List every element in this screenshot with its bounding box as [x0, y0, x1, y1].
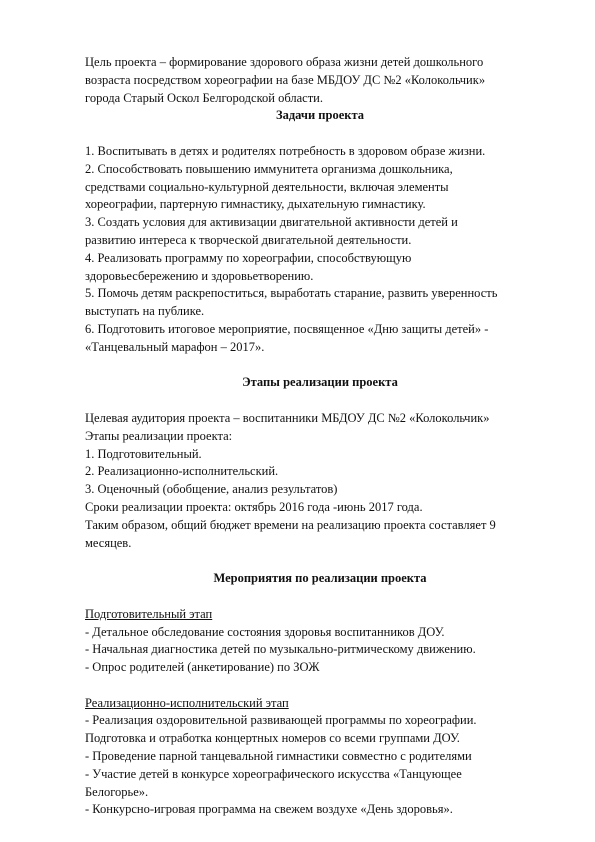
prep-stage-line: - Детальное обследование состояния здоровья воспитанников ДОУ.	[85, 624, 445, 639]
impl-stage-line: - Проведение парной танцевальной гимнастики совместно с родителями	[85, 749, 472, 764]
stages-list	[85, 410, 555, 552]
tasks-list	[85, 143, 555, 357]
prep-stage-section	[85, 606, 555, 677]
stage-line: Таким образом, общий бюджет времени на реализацию проекта составляет 9	[85, 517, 496, 532]
impl-stage-section	[85, 695, 555, 820]
impl-stage-line: - Реализация оздоровительной развивающей программы по хореографии.	[85, 713, 477, 728]
prep-stage-title: Подготовительный этап	[85, 606, 213, 621]
goal-line: возраста посредством хореографии на базе МБДОУ ДС №2 «Колокольчик»	[85, 72, 486, 87]
impl-stage-line: - Участие детей в конкурсе хореографического искусства «Танцующее	[85, 766, 462, 781]
prep-stage-line: - Опрос родителей (анкетирование) по ЗОЖ	[85, 660, 320, 675]
impl-stage-line: Белогорье».	[85, 784, 149, 799]
impl-stage-line: Подготовка и отработка концертных номеров со всеми группами ДОУ.	[85, 731, 460, 746]
stage-line: Сроки реализации проекта: октябрь 2016 года -июнь 2017 года.	[85, 499, 423, 514]
stage-line: 2. Реализационно-исполнительский.	[85, 464, 279, 479]
task-line: 4. Реализовать программу по хореографии, способствующую	[85, 250, 412, 265]
task-line: 5. Помочь детям раскрепоститься, выработать старание, развить уверенность	[85, 286, 498, 301]
task-line: здоровьесбережению и здоровьетворению.	[85, 268, 314, 283]
impl-stage-title: Реализационно-исполнительский этап	[85, 695, 289, 710]
task-line: 6. Подготовить итоговое мероприятие, посвященное «Дню защиты детей» -	[85, 321, 489, 336]
impl-stage-line: - Конкурсно-игровая программа на свежем воздухе «День здоровья».	[85, 802, 453, 817]
task-line: 2. Способствовать повышению иммунитета организма дошкольника,	[85, 161, 453, 176]
stage-line: Этапы реализации проекта:	[85, 428, 233, 443]
task-line: хореографии, партерную гимнастику, дыхательную гимнастику.	[85, 197, 426, 212]
tasks-heading: Задачи проекта	[276, 108, 364, 123]
task-line: развитию интереса к творческой двигательной деятельности.	[85, 232, 412, 247]
stage-line: месяцев.	[85, 535, 132, 550]
stage-line: 3. Оценочный (обобщение, анализ результатов)	[85, 482, 338, 497]
task-line: выступать на публике.	[85, 304, 205, 319]
task-line: 3. Создать условия для активизации двигательной активности детей и	[85, 215, 458, 230]
stage-line: Целевая аудитория проекта – воспитанники МБДОУ ДС №2 «Колокольчик»	[85, 410, 490, 425]
stages-heading: Этапы реализации проекта	[242, 375, 398, 390]
task-line: 1. Воспитывать в детях и родителях потребность в здоровом образе жизни.	[85, 143, 486, 158]
goal-line: Цель проекта – формирование здорового образа жизни детей дошкольного	[85, 55, 484, 69]
stage-line: 1. Подготовительный.	[85, 446, 202, 461]
prep-stage-line: - Начальная диагностика детей по музыкально-ритмическому движению.	[85, 642, 476, 657]
task-line: средствами социально-культурной деятельности, включая элементы	[85, 179, 449, 194]
document-body	[85, 54, 555, 819]
goal-line: города Старый Оскол Белгородской области.	[85, 90, 323, 105]
task-line: «Танцевальный марафон – 2017».	[85, 339, 265, 354]
project-goal	[85, 54, 555, 107]
activities-heading: Мероприятия по реализации проекта	[213, 571, 427, 586]
